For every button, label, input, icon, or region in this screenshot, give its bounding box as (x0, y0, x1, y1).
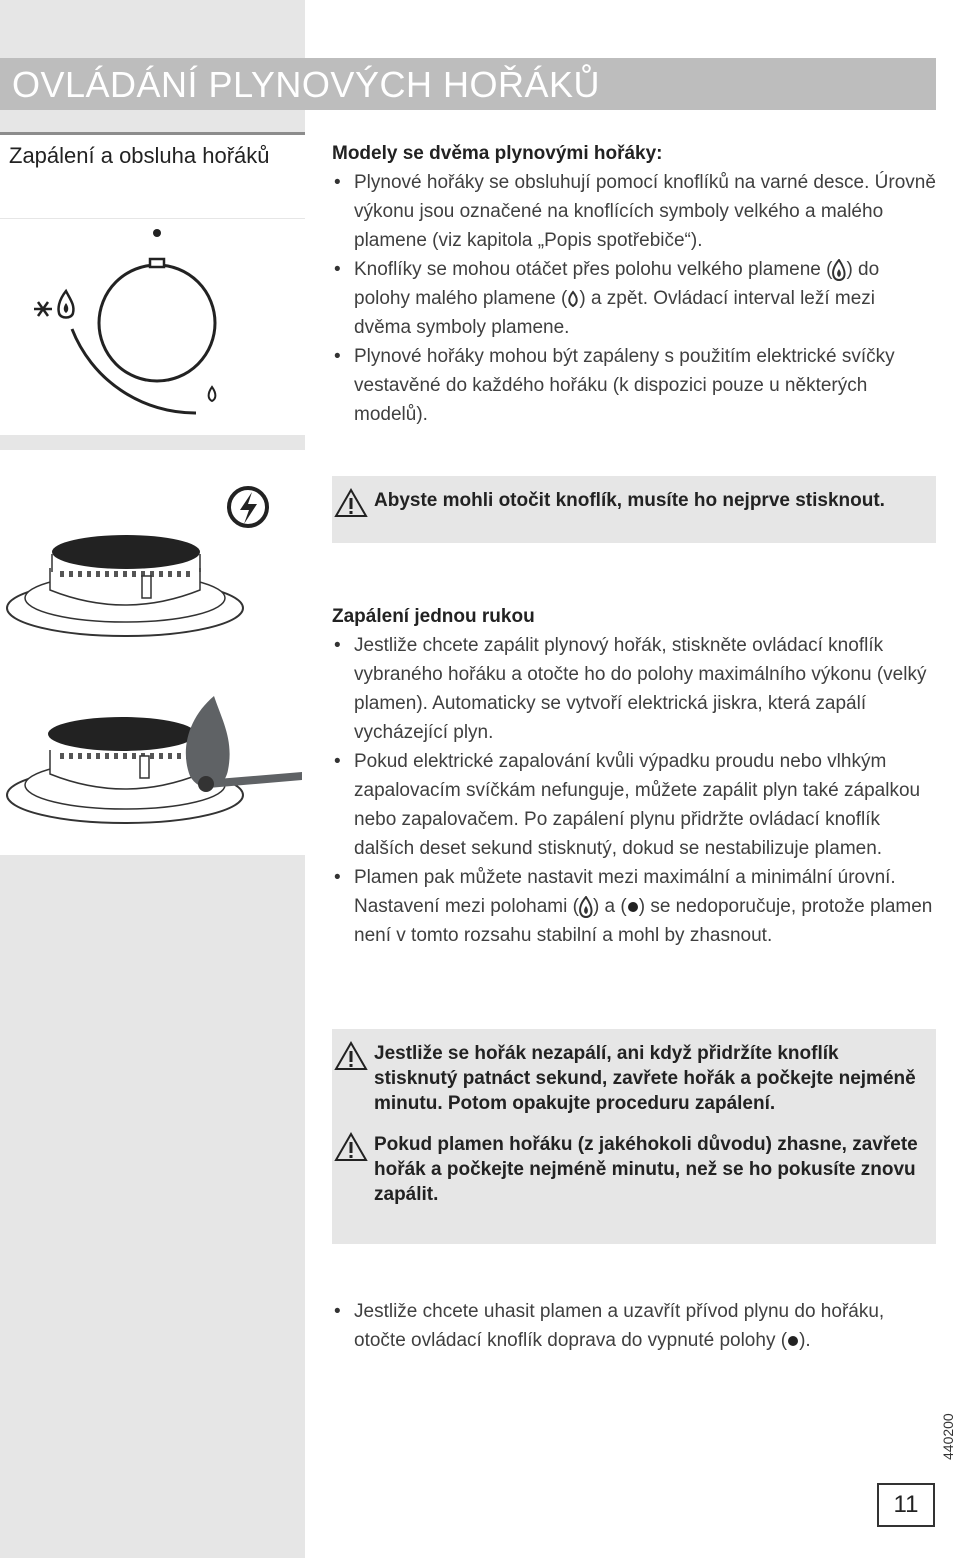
list-item: • Plynové hořáky se obsluhují pomocí knoflíků na varné desce. Úrovně výkonu jsou označené na knoflících symboly velkého a malého plamene (viz kapitola „Popis spotřebiče“). (332, 168, 936, 255)
warning-item: Abyste mohli otočit knoflík, musíte ho nejprve stisknout. (332, 488, 926, 513)
page-number: 11 (877, 1483, 935, 1527)
large-flame-icon (579, 896, 593, 918)
list-item: • Knoflíky se mohou otáčet přes polohu velkého plamene ( ) do polohy malého plamene ( ) a zpět. Ovládací interval leží mezi dvěma symboly plamene. (332, 255, 936, 342)
section-turn-off (332, 1297, 936, 1355)
burner-with-match (7, 696, 302, 823)
list-item: • Jestliže chcete zapálit plynový hořák, stiskněte ovládací knoflík vybraného hořáku a otočte ho do polohy maximálního výkonu (velký plamen). Automaticky se vytvoří elektrická jiskra, která zapálí vycházející plyn. (332, 631, 936, 747)
burner-ignition-diagram (0, 450, 305, 855)
warning-triangle-icon (334, 1132, 368, 1162)
page-title: OVLÁDÁNÍ PLYNOVÝCH HOŘÁKŮ (12, 64, 600, 105)
list-item: • Plynové hořáky mohou být zapáleny s použitím elektrické svíčky vestavěné do každého hořáku (k dispozici pouze u některých modelů). (332, 342, 936, 429)
knob-diagram (0, 219, 305, 435)
off-dot-icon (787, 1335, 799, 1347)
warning-box (332, 1029, 936, 1244)
off-star-icon (34, 302, 52, 316)
off-dot-icon (627, 901, 639, 913)
warning-triangle-icon (334, 488, 368, 518)
warning-item: Jestliže se hořák nezapálí, ani když přidržíte knoflík stisknutý patnáct sekund, zavřete hořák a počkejte nejméně minutu. Potom opakujte proceduru zapálení. (332, 1041, 926, 1116)
list-item: • Jestliže chcete uhasit plamen a uzavřít přívod plynu do hořáku, otočte ovládací knoflík doprava do vypnuté polohy ( ). (332, 1297, 936, 1355)
list-item: • Pokud elektrické zapalování kvůli výpadku proudu nebo vlhkým zapalovacím svíčkám nefunguje, můžete zapálit plyn také zápalkou nebo zapalovačem. Po zapálení plynu přidržte ovládací knoflík dalších deset sekund stisknutý, dokud se nestabilizuje plamen. (332, 747, 936, 863)
warning-item: Pokud plamen hořáku (z jakéhokoli důvodu) zhasne, zavřete hořák a počkejte nejméně minutu, než se ho pokusíte znovu zapálit. (332, 1132, 926, 1207)
burner-top (7, 535, 243, 636)
document-code: 440200 (940, 1413, 956, 1460)
section-one-hand-ignition (332, 603, 936, 950)
section-title: Zapálení a obsluha hořáků (9, 143, 270, 168)
warning-triangle-icon (334, 1041, 368, 1071)
section-heading: Modely se dvěma plynovými hořáky: (332, 143, 663, 164)
spark-ignition-icon (229, 488, 267, 526)
sidebar-section-heading (0, 132, 305, 218)
section-heading: Zapálení jednou rukou (332, 606, 535, 627)
large-flame-icon (832, 259, 846, 281)
small-flame-icon (209, 387, 216, 401)
section-two-burner-models (332, 140, 936, 429)
title-bar (0, 58, 936, 110)
small-flame-icon (567, 290, 579, 308)
warning-box (332, 476, 936, 543)
list-item: • Plamen pak můžete nastavit mezi maximální a minimální úrovní. Nastavení mezi polohami ( ) a ( ) se nedoporučuje, protože plamen není v tomto rozsahu stabilní a mohl by zhasnout. (332, 863, 936, 950)
